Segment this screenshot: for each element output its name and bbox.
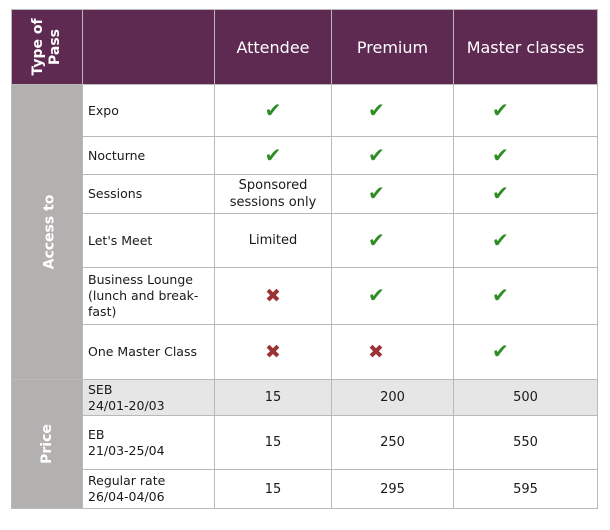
table-row [12,380,598,416]
row-label: Expo [83,85,215,137]
check-icon: ✔ [492,339,509,363]
check-icon: ✔ [492,97,509,122]
price-cell: 200 [332,380,454,416]
price-cell: 500 [454,380,598,416]
section-label-price [12,380,83,509]
table-cell: Limited [215,214,332,268]
table-cell [454,137,598,175]
row-label: Nocturne [83,137,215,175]
section-label-price-text: Price [38,424,55,464]
table-cell [454,325,598,380]
table-cell [454,214,598,268]
check-icon: ✔ [368,142,385,167]
row-label [83,380,215,416]
cross-icon: ✖ [368,340,384,363]
table-row [12,214,598,268]
price-cell: 295 [332,470,454,509]
table-cell [215,85,332,137]
price-cell: 15 [215,380,332,416]
price-cell: 595 [454,470,598,509]
table-cell [215,137,332,175]
table-row [12,325,598,380]
header-row [12,10,598,85]
table-cell [332,137,454,175]
row-label-header-cell [83,10,215,85]
check-icon: ✔ [368,97,385,122]
price-cell: 15 [215,416,332,470]
check-icon: ✔ [368,283,385,307]
column-header-master-classes: Master classes [454,10,598,85]
price-tier-name: SEB [88,381,113,397]
table-cell [332,85,454,137]
check-icon: ✔ [264,142,282,167]
column-header-premium: Premium [332,10,454,85]
table-row [12,175,598,214]
row-label: Sessions [83,175,215,214]
corner-header-cell [12,10,83,85]
table-row [12,416,598,470]
price-tier-dates: 24/01-20/03 [88,397,165,413]
row-label [83,470,215,509]
table-cell: Sponsored sessions only [215,175,332,214]
price-cell: 15 [215,470,332,509]
check-icon: ✔ [492,227,509,252]
table-row [12,268,598,325]
check-icon: ✔ [368,227,385,252]
check-icon: ✔ [492,142,509,167]
price-cell: 550 [454,416,598,470]
cross-icon: ✖ [265,340,281,363]
table-cell [332,175,454,214]
table-cell [332,325,454,380]
price-tier-name: Regular rate [88,473,166,488]
table-cell [215,325,332,380]
price-tier-dates: 26/04-04/06 [88,489,165,504]
table-row [12,470,598,509]
table-cell [454,268,598,325]
table-cell [332,214,454,268]
row-label: One Master Class [83,325,215,380]
check-icon: ✔ [368,181,385,205]
price-tier-dates: 21/03-25/04 [88,442,165,458]
table-cell [454,85,598,137]
corner-label: Type of Pass [30,18,63,76]
section-label-access-text: Access to [41,194,58,270]
table-body [12,85,598,509]
check-icon: ✔ [264,97,282,122]
price-tier-name: EB [88,426,105,442]
pass-comparison-table [11,9,598,509]
table-row [12,137,598,175]
column-header-attendee: Attendee [215,10,332,85]
check-icon: ✔ [492,181,509,205]
table-row [12,85,598,137]
section-label-access [12,85,83,380]
table-cell [454,175,598,214]
row-label: Business Lounge (lunch and break-fast) [83,268,215,325]
cross-icon: ✖ [265,284,281,307]
row-label [83,416,215,470]
row-label: Let's Meet [83,214,215,268]
table-cell [332,268,454,325]
check-icon: ✔ [492,283,509,307]
table-cell [215,268,332,325]
price-cell: 250 [332,416,454,470]
